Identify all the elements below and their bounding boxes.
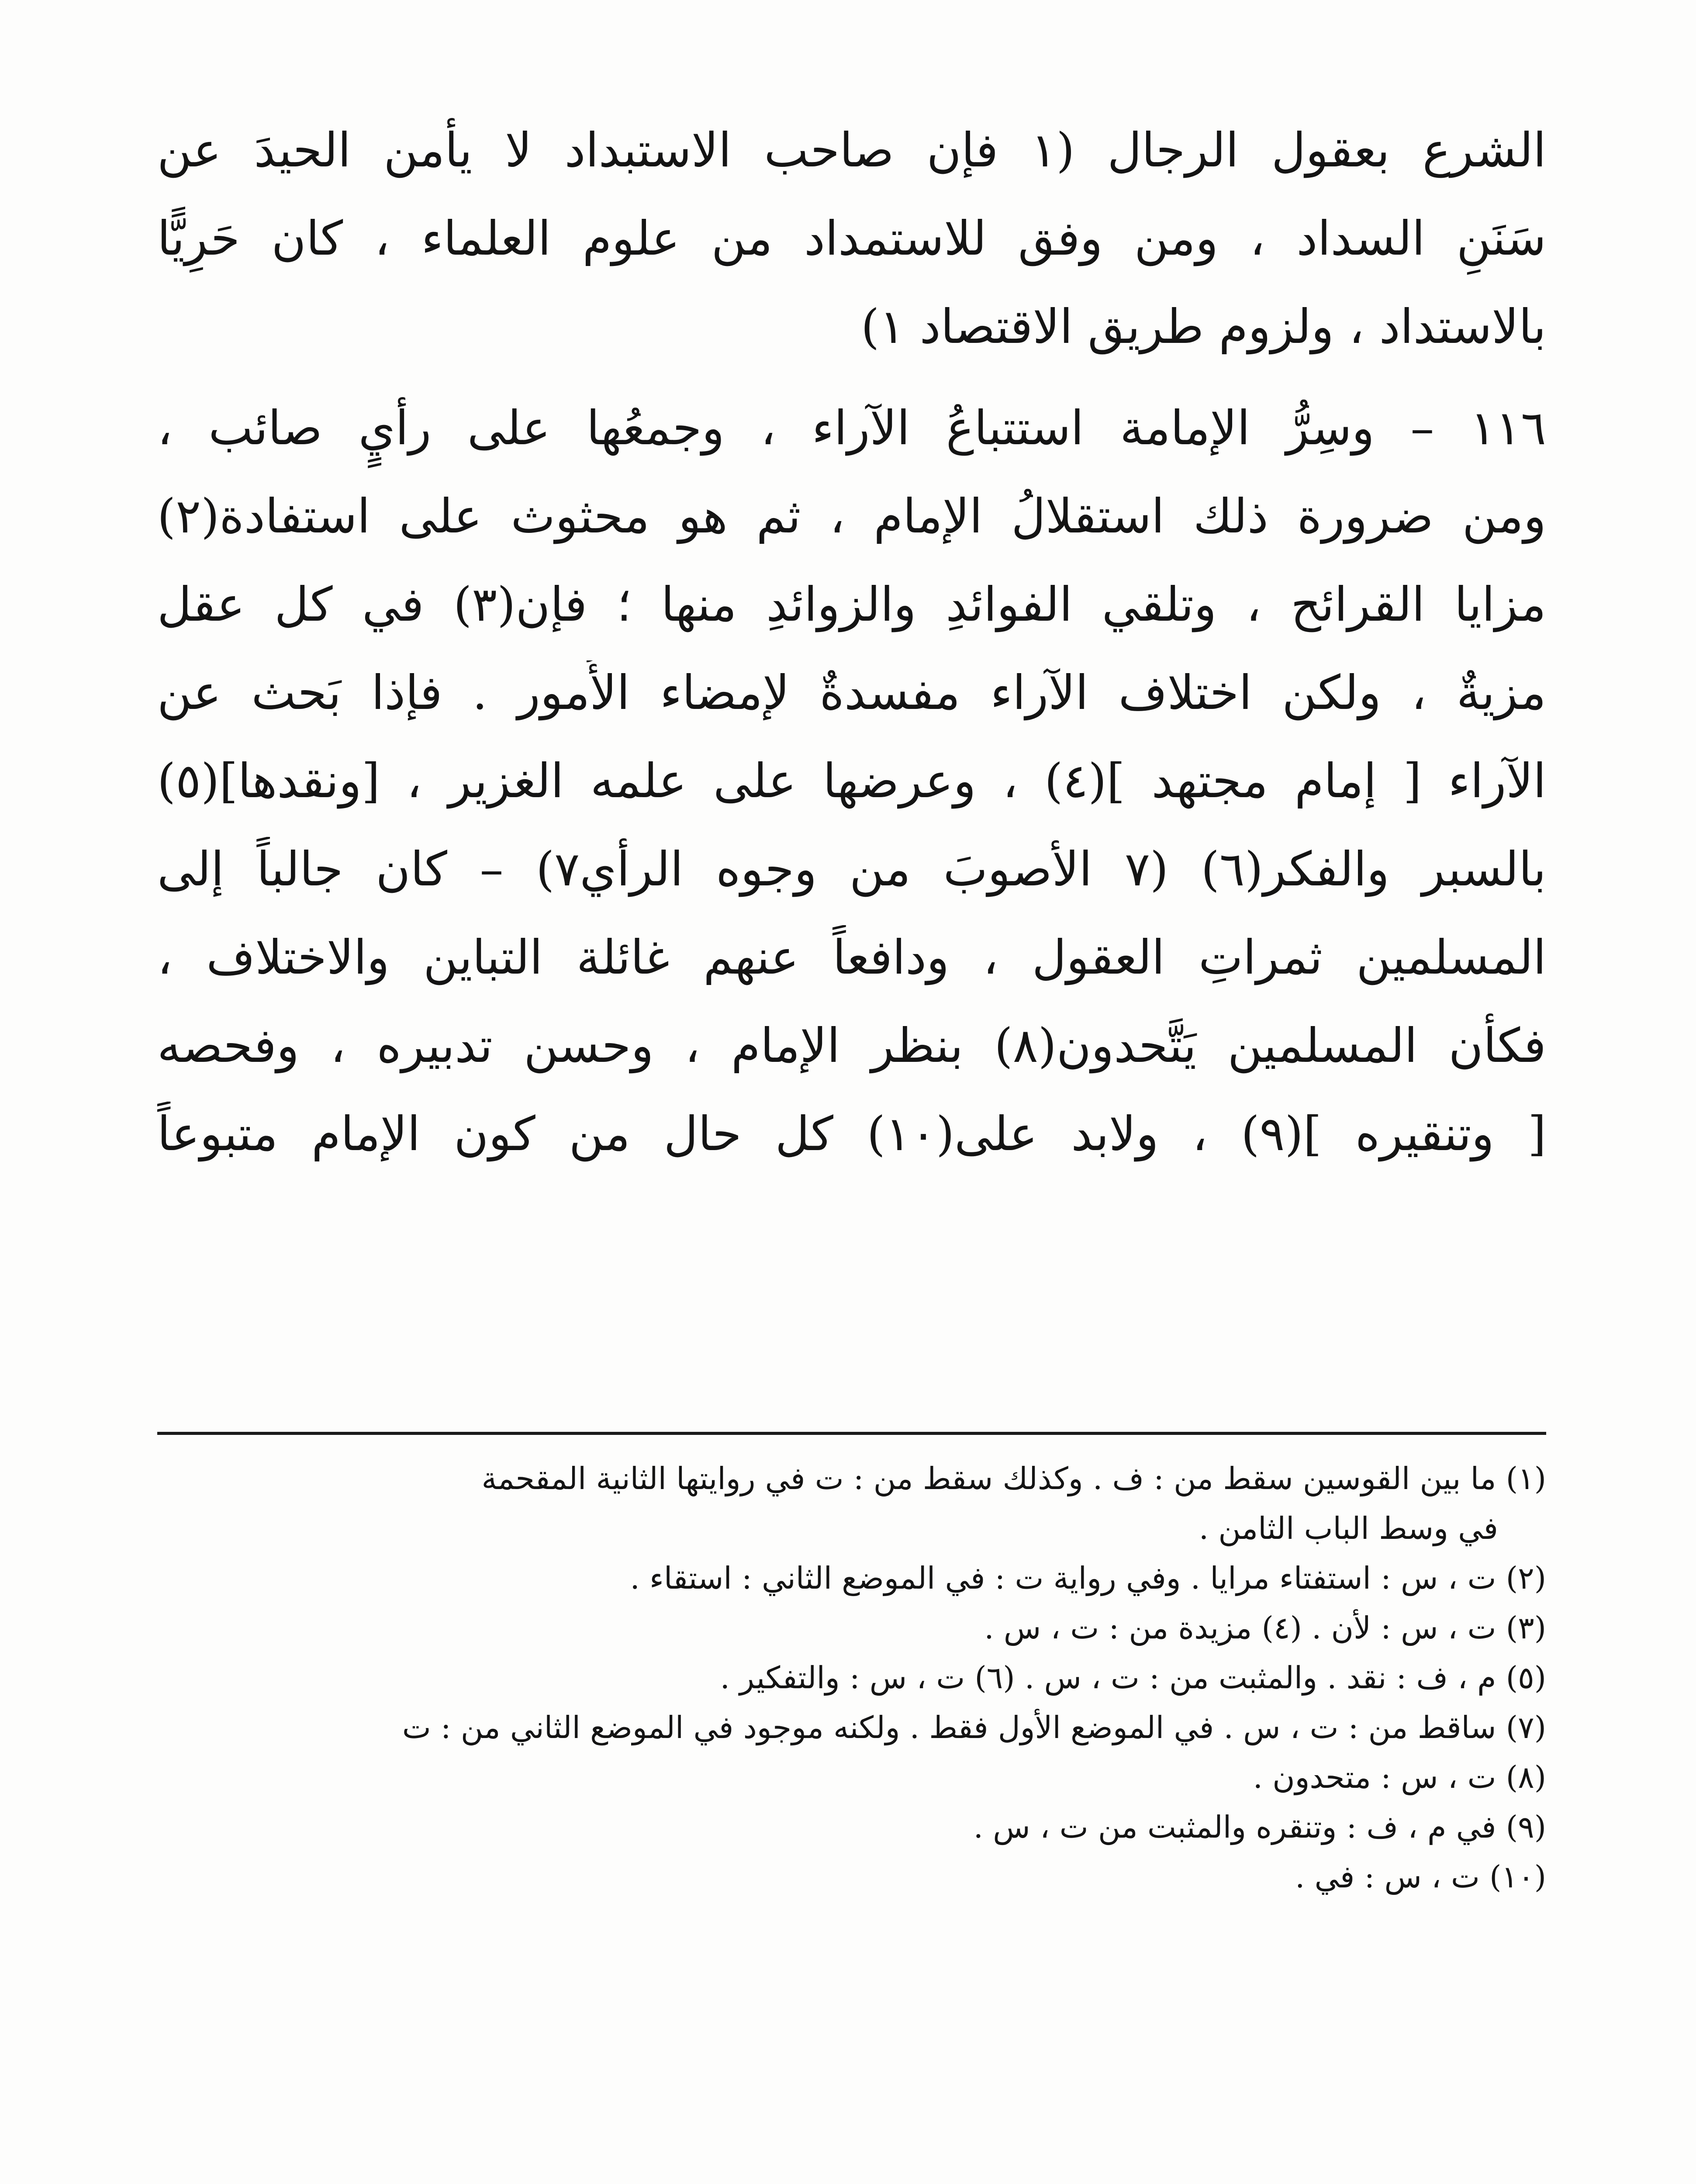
main-text — [157, 118, 1546, 1190]
footnote-divider — [157, 1432, 1546, 1435]
paragraph-gap — [157, 383, 1546, 396]
footnotes — [157, 1455, 1546, 1903]
footnote: (١) ما بين القوسين سقط من : ف . وكذلك سقط من : ت في روايتها الثانية المقحمة — [481, 1461, 1546, 1496]
footnote: (٩) في م ، ف : وتنقره والمثبت من ت ، س . — [973, 1809, 1546, 1845]
text-line: ومن ضرورة ذلك استقلالُ الإمام ، ثم هو محثوث على استفادة(٢) — [157, 489, 1546, 544]
text-line: الآراء [ إمام مجتهد ](٤) ، وعرضها على علمه الغزير ، [ونقدها](٥) — [157, 754, 1546, 809]
text-line: [ وتنقيره ](٩) ، ولابد على(١٠) كل حال من كون الإمام متبوعاً — [157, 1107, 1546, 1161]
text-line: فكأن المسلمين يَتَّحدون(٨) بنظر الإمام ، وحسن تدبيره ، وفحصه — [157, 1019, 1546, 1073]
footnote: (٧) ساقط من : ت ، س . في الموضع الأول فقط . ولكنه موجود في الموضع الثاني من : ت — [402, 1710, 1546, 1745]
footnote: (٨) ت ، س : متحدون . — [1253, 1759, 1546, 1795]
text-line: بالاستداد ، ولزوم طريق الاقتصاد ١) — [861, 300, 1546, 354]
text-line: سَنَنِ السداد ، ومن وفق للاستمداد من علوم العلماء ، كان حَرِيًّا — [157, 211, 1546, 266]
text-line: الشرع بعقول الرجال (١ فإن صاحب الاستبداد لا يأمن الحيدَ عن — [157, 123, 1546, 178]
text-line: مزيةٌ ، ولكن اختلاف الآراء مفسدةٌ لإمضاء الأُمور . فإذا بَحث عن — [157, 666, 1546, 720]
footnote: (٢) ت ، س : استفتاء مرايا . وفي رواية ت : في الموضع الثاني : استقاء . — [630, 1560, 1546, 1596]
text-line: ١١٦ – وسِرُّ الإمامة استتباعُ الآراء ، وجمعُها على رأيٍ صائب ، — [157, 401, 1546, 456]
text-line: بالسبر والفكر(٦) (٧ الأصوبَ من وجوه الرأي٧) – كان جالباً إلى — [157, 842, 1546, 897]
footnote: (٥) م ، ف : نقد . والمثبت من : ت ، س . (٦) ت ، س : والتفكير . — [720, 1660, 1546, 1696]
footnote: (٣) ت ، س : لأن . (٤) مزيدة من : ت ، س . — [984, 1610, 1546, 1646]
footnote: في وسط الباب الثامن . — [1199, 1510, 1498, 1546]
text-line: المسلمين ثمراتِ العقول ، ودافعاً عنهم غائلة التباين والاختلاف ، — [157, 930, 1546, 985]
text-line: مزايا القرائح ، وتلقي الفوائدِ والزوائدِ منها ؛ فإن(٣) في كل عقل — [157, 577, 1546, 632]
footnote: (١٠) ت ، س : في . — [1295, 1859, 1546, 1895]
